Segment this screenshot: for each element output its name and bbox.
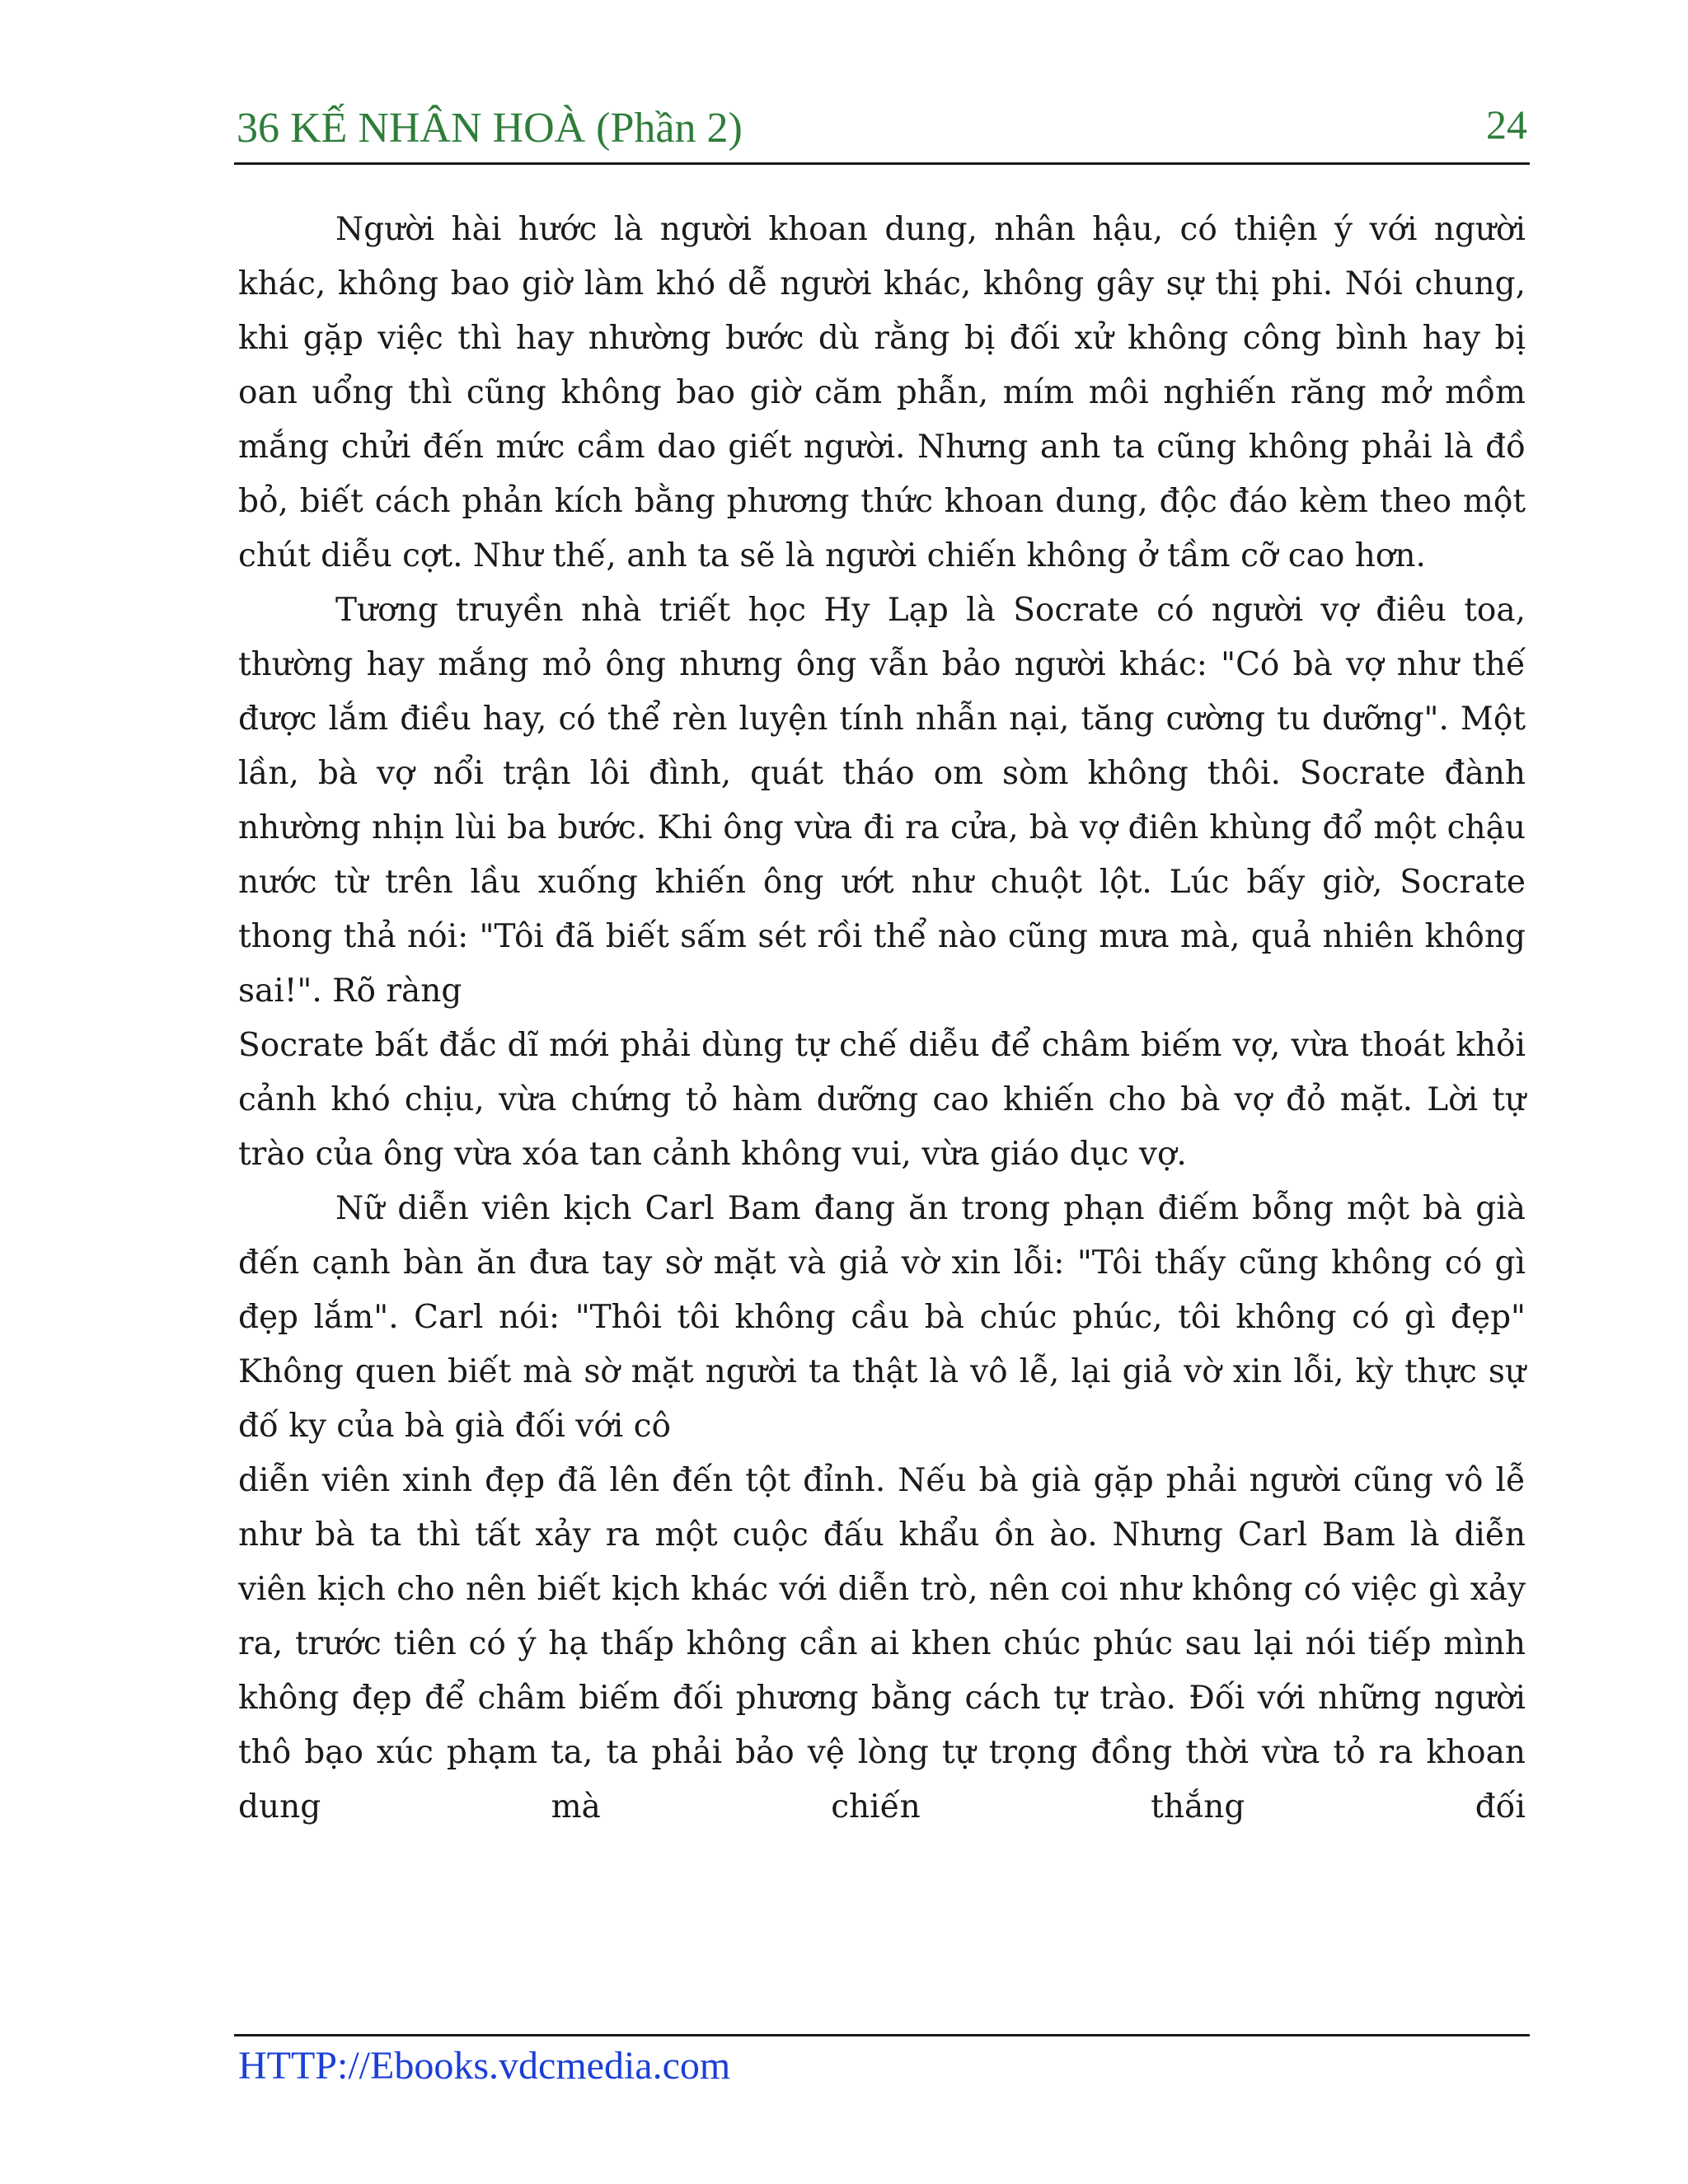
- paragraph: Người hài hước là người khoan dung, nhân hậu, có thiện ý với người khác, không bao giờ làm khó dễ người khác, không gây sự thị phi. Nói chung, khi gặp việc thì hay nhường bước dù rằng bị đối xử không công bình hay bị oan uổng thì cũng không bao giờ căm phẫn, mím môi nghiến răng mở mồm mắng chửi đến mức cầm dao giết người. Nhưng anh ta cũng không phải là đồ bỏ, biết cách phản kích bằng phương thức khoan dung, độc đáo kèm theo một chút diễu cợt. Như thế, anh ta sẽ là người chiến không ở tầm cỡ cao hơn.: [238, 211, 1526, 574]
- book-title: 36 KẾ NHÂN HOÀ (Phần 2): [237, 105, 743, 152]
- paragraph: Tương truyền nhà triết học Hy Lạp là Socrate có người vợ điêu toa, thường hay mắng mỏ ông nhưng ông vẫn bảo người khác: "Có bà vợ như thế được lắm điều hay, có thể rèn luyện tính nhẫn nại, tăng cường tu dưỡng". Một lần, bà vợ nổi trận lôi đình, quát tháo om sòm không thôi. Socrate đành nhường nhịn lùi ba bước. Khi ông vừa đi ra cửa, bà vợ điên khùng đổ một chậu nước từ trên lầu xuống khiến ông ướt như chuột lột. Lúc bấy giờ, Socrate thong thả nói: "Tôi đã biết sấm sét rồi thể nào cũng mưa mà, quả nhiên không sai!". Rõ ràng: [238, 592, 1526, 1010]
- header-divider: [234, 162, 1530, 165]
- footer-website-link[interactable]: HTTP://Ebooks.vdcmedia.com: [238, 2044, 731, 2088]
- paragraph: diễn viên xinh đẹp đã lên đến tột đỉnh. Nếu bà già gặp phải người cũng vô lễ như bà ta thì tất xảy ra một cuộc đấu khẩu ồn ào. Nhưng Carl Bam là diễn viên kịch cho nên biết kịch khác với diễn trò, nên coi như không có việc gì xảy ra, trước tiên có ý hạ thấp không cần ai khen chúc phúc sau lại nói tiếp mình không đẹp để châm biếm đối phương bằng cách tự trào. Đối với những người thô bạo xúc phạm ta, ta phải bảo vệ lòng tự trọng đồng thời vừa tỏ ra khoan dung mà chiến thắng đối: [238, 1462, 1526, 1825]
- page-number: 24: [1486, 101, 1527, 148]
- paragraph: Nữ diễn viên kịch Carl Bam đang ăn trong phạn điếm bỗng một bà già đến cạnh bàn ăn đưa tay sờ mặt và giả vờ xin lỗi: "Tôi thấy cũng không có gì đẹp lắm". Carl nói: "Thôi tôi không cầu bà chúc phúc, tôi không có gì đẹp" Không quen biết mà sờ mặt người ta thật là vô lễ, lại giả vờ xin lỗi, kỳ thực sự đố ky của bà già đối với cô: [238, 1190, 1526, 1445]
- body-text: [238, 203, 1526, 1835]
- paragraph: Socrate bất đắc dĩ mới phải dùng tự chế diễu để châm biếm vợ, vừa thoát khỏi cảnh khó chịu, vừa chứng tỏ hàm dưỡng cao khiến cho bà vợ đỏ mặt. Lời tự trào của ông vừa xóa tan cảnh không vui, vừa giáo dục vợ.: [238, 1027, 1526, 1173]
- footer-divider: [234, 2034, 1530, 2036]
